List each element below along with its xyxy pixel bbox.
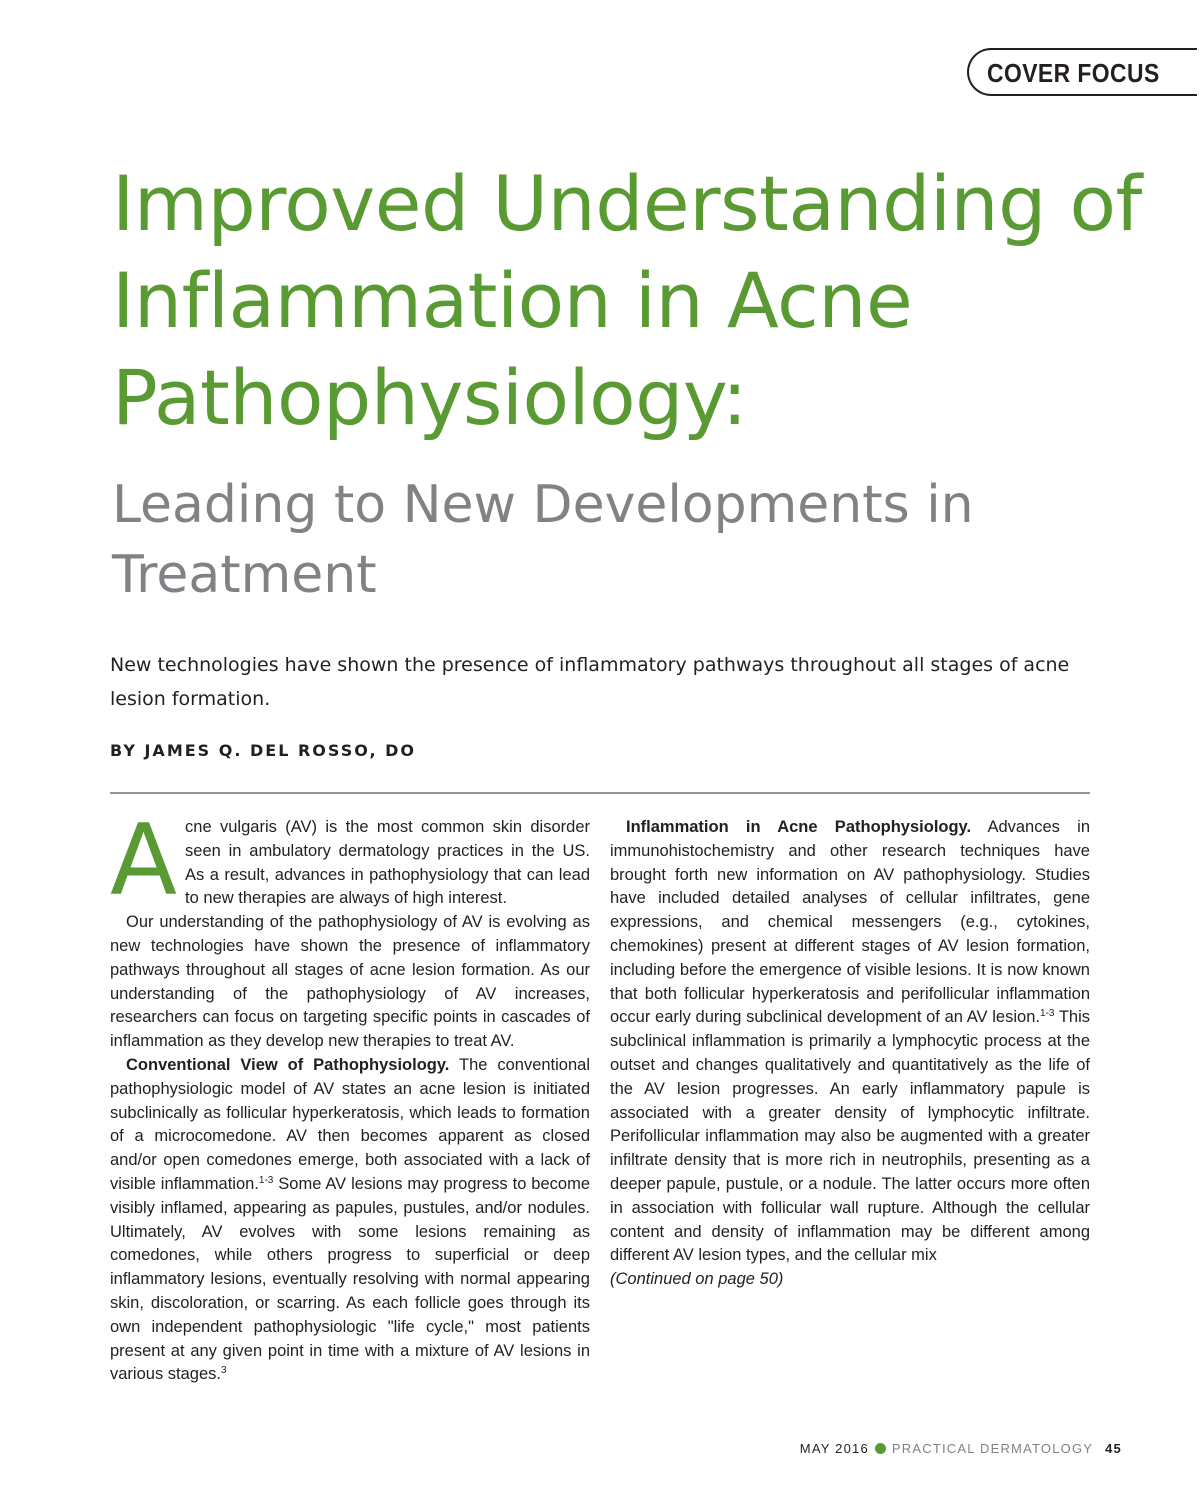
paragraph-understanding: Our understanding of the pathophysiology of AV is evolving as new technologies have shown the presence of inflammatory pathways throughout all stages of acne lesion formation. As our understanding of the pathophysiology of AV increases, researchers can focus on targeting specific points in cascades of inflammation as they develop new therapies to treat AV. — [110, 913, 590, 1051]
paragraph-inflammation — [610, 816, 1090, 1268]
publication-name: PRACTICAL DERMATOLOGY — [891, 1441, 1094, 1456]
intro-text: cne vulgaris (AV) is the most common skin disorder seen in ambulatory dermatology practices in the US. As a result, advances in pathophysiology that can lead to new therapies are always of high interest. — [185, 818, 590, 908]
continued-notice: (Continued on page 50) — [610, 1270, 784, 1289]
paragraph-conventional-view — [110, 1054, 590, 1387]
conventional-text-b: Some AV lesions may progress to become visibly inflamed, appearing as papules, pustules, and/or nodules. Ultimately, AV evolves with some lesions remaining as comedones, while others progress to superficial or deep inflammatory lesions, eventually resolving with normal appearing skin, discoloration, or scarring. As each follicle goes through its own independent pathophysiologic "life cycle," most patients present at any given point in time with a mixture of AV lesions in various stages. — [110, 1174, 590, 1384]
inflammation-text-b: This subclinical inflammation is primarily a lymphocytic process at the outset and changes qualitatively and quantitatively as the life of the AV lesion progresses. An early inflammatory papule is associated with a greater density of lymphocytic infiltrate. Perifollicular inflammation may also be augmented with a greater infiltrate density that is more rich in neutrophils, presenting as a deeper papule, pustule, or a nodule. The latter occurs more often in association with follicular wall rupture. Although the cellular content and density of inflammation may be different among different AV lesion types, and the cellular mix — [610, 1008, 1090, 1265]
article-subtitle: Leading to New Developments in Treatment — [112, 475, 974, 605]
article-deck: New technologies have shown the presence of inflammatory pathways throughout all stages of acne lesion formation. — [110, 654, 1070, 710]
inflammation-text-a: Advances in immunohistochemistry and other research techniques have brought forth new information on AV pathophysiology. Studies have included detailed analyses of cellular infiltrates, gene expressions, and chemical messengers (e.g., cytokines, chemokines) present at different stages of AV lesion formation, including before the emergence of visible lesions. It is now known that both follicular hyperkeratosis and perifollicular inflammation occur early during subclinical development of an AV lesion. — [610, 818, 1090, 1027]
subhead-conventional-view: Conventional View of Pathophysiology. — [126, 1055, 450, 1074]
subhead-inflammation: Inflammation in Acne Pathophysiology. — [626, 818, 972, 836]
article-title: Improved Understanding of Inflammation in Acne Pathophysiology: — [112, 159, 1142, 442]
reference-superscript: 1-3 — [1039, 1008, 1055, 1020]
reference-superscript: 3 — [220, 1365, 227, 1377]
reference-superscript: 1-3 — [258, 1174, 274, 1186]
page-number: 45 — [1105, 1441, 1122, 1456]
section-label: COVER FOCUS — [987, 58, 1160, 88]
cover-focus-badge — [967, 48, 1197, 96]
body-column-right — [610, 816, 1090, 1292]
author-byline: BY JAMES Q. DEL ROSSO, DO — [110, 741, 417, 760]
drop-cap: A — [110, 804, 178, 918]
conventional-text-a: The conventional pathophysiologic model of AV states an acne lesion is initiated subclinically as follicular hyperkeratosis, which leads to formation of a microcomedone. AV then becomes apparent as closed and/or open comedones emerge, both associated with a lack of visible inflammation. — [110, 1055, 590, 1193]
bullet-dot-icon — [875, 1443, 886, 1454]
body-column-left — [110, 804, 590, 1387]
issue-date: MAY 2016 — [799, 1441, 869, 1456]
page-footer — [800, 1441, 1122, 1456]
intro-paragraph — [110, 804, 590, 918]
divider-rule — [110, 792, 1090, 794]
